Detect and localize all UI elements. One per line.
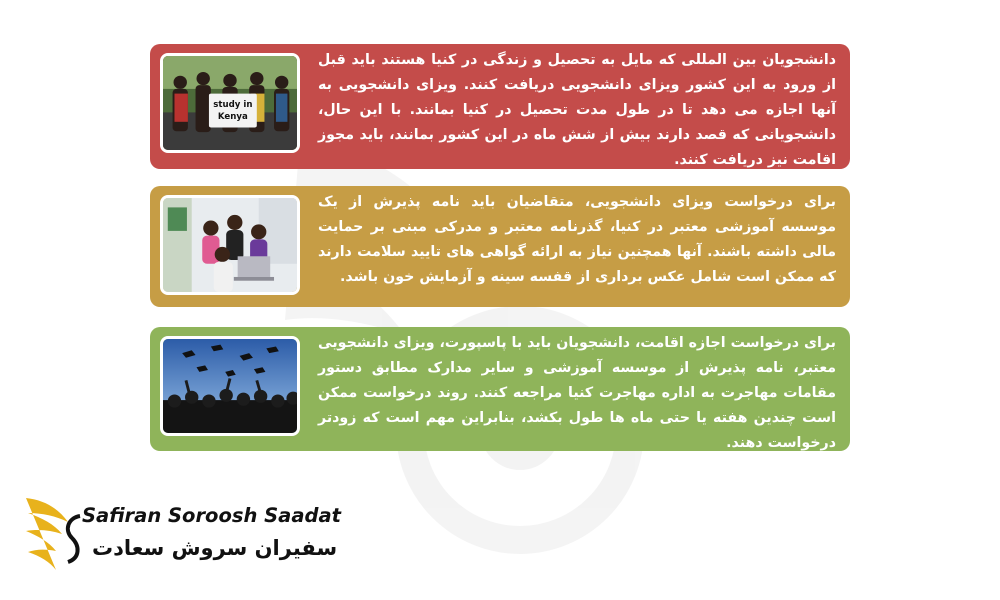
photo-label-study-in: study in bbox=[213, 99, 253, 110]
study-in-kenya-photo bbox=[160, 53, 300, 153]
students-with-laptop-photo bbox=[160, 195, 300, 295]
photo-label-kenya: Kenya bbox=[217, 112, 248, 122]
card-1-text: دانشجویان بین المللی که مایل به تحصیل و زندگی در کنیا هستند باید قبل از ورود به این کشور ویزای دانشجویی دریافت کنند. ویزای دانشجویی به آنها اجازه می دهد تا در طول مدت تحصیل در کنیا بمانند. با این حال، دانشجویانی که قصد دارند بیش از شش ماه در این کشور بمانند، باید مجوز اقامت نیز دریافت کنند. bbox=[318, 52, 836, 168]
info-card-visa-requirements bbox=[150, 186, 850, 307]
logo-text-english: Safiran Soroosh Saadat bbox=[82, 504, 341, 527]
card-3-text: برای درخواست اجازه اقامت، دانشجویان باید با پاسپورت، ویزای دانشجویی معتبر، نامه پذیرش از موسسه آموزشی و سایر مدارک مطابق دستور مقامات مهاجرت به اداره مهاجرت کنیا مراجعه کنند. روند درخواست ممکن است چندین هفته یا حتی ماه ها طول بکشد، بنابراین مهم است که زودتر درخواست دهند. bbox=[318, 335, 836, 451]
info-card-student-visa bbox=[150, 44, 850, 169]
brand-logo bbox=[22, 494, 341, 584]
graduation-photo bbox=[160, 336, 300, 436]
info-card-residence-permit bbox=[150, 327, 850, 451]
card-2-text: برای درخواست ویزای دانشجویی، متقاضیان باید نامه پذیرش از یک موسسه آموزشی معتبر در کنیا، گذرنامه معتبر و مدرکی مبنی بر حمایت مالی داشته باشند. آنها همچنین نیاز به ارائه گواهی های تایید سلامت دارند که ممکن است شامل عکس برداری از قفسه سینه و آزمایش خون باشد. bbox=[318, 194, 836, 285]
logo-text-persian: سفیران سروش سعادت bbox=[92, 536, 338, 560]
